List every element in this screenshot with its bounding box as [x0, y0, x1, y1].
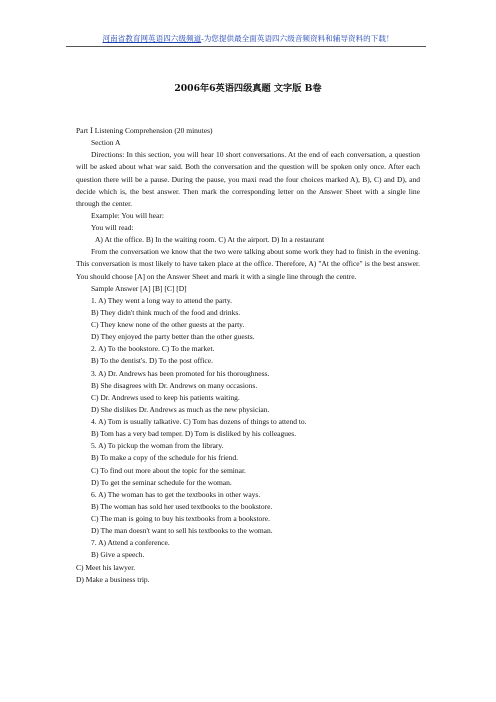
body-line: 3. A) Dr. Andrews has been promoted for his thoroughness.: [91, 368, 270, 378]
body-line: D) To get the seminar schedule for the woman.: [91, 477, 232, 487]
body-line: C) The man is going to buy his textbooks from a bookstore.: [91, 514, 271, 523]
body-line: Directions: In this section, you will hear 10 short conversations. At the end of each conversation, a question will be asked about what war said. Both the conversation and the question will be spoken only once. After each question there will be a pause. During the pause, you maxi read the four choices marked A), B), C) and D), and decide which is, the best answer. Then mark the corresponding letter on the Answer Sheet with a single line through the center.: [76, 150, 420, 208]
body-line: Part Ⅰ Listening Comprehension (20 minutes): [76, 126, 213, 135]
body-line: C) Meet his lawyer.: [76, 562, 136, 572]
body-line: D) She dislikes Dr. Andrews as much as the new physician.: [91, 404, 270, 414]
body-line: Section A: [91, 138, 121, 148]
header-site-link[interactable]: 河南省教育网英语四六级频道: [102, 34, 202, 43]
body-line: D) Make a business trip.: [76, 574, 150, 584]
document-title: 2006年6英语四级真题 文字版 B卷: [174, 83, 322, 94]
body-line: B) To make a copy of the schedule for his friend.: [91, 453, 239, 463]
document-body: [76, 125, 420, 586]
body-line: Example: You will hear:: [91, 210, 164, 220]
body-line: C) Dr. Andrews used to keep his patients waiting.: [91, 392, 240, 402]
page-header: [0, 34, 496, 44]
body-line: B) Give a speech.: [91, 550, 145, 560]
body-line: 1. A) They went a long way to attend the party.: [91, 295, 233, 305]
body-line: 4. A) Tom is usually talkative. C) Tom has dozens of things to attend to.: [91, 417, 307, 426]
body-line: 5. A) To pickup the woman from the library.: [91, 441, 224, 451]
body-line: B) To the dentist's. D) To the post office.: [91, 356, 213, 366]
body-line: B) She disagrees with Dr. Andrews on many occasions.: [91, 380, 258, 390]
body-line: A) At the office. B) In the waiting room. C) At the airport. D) In a restaurant: [95, 235, 325, 245]
body-line: C) To find out more about the topic for the seminar.: [91, 465, 246, 475]
header-divider: [66, 46, 426, 47]
body-line: B) They didn't think much of the food and drinks.: [91, 307, 241, 317]
body-line: From the conversation we know that the two were talking about some work they had to finish in the evening. This conversation is most likely to have taken place at the office. Therefore, A) "At the office" is the best answer. You should choose [A] on the Answer Sheet and mark it with a single line through the centre.: [76, 247, 420, 281]
body-line: B) The woman has sold her used textbooks to the bookstore.: [91, 501, 273, 511]
body-line: B) Tom has a very bad temper. D) Tom is disliked by his colleagues.: [91, 429, 297, 439]
body-line: 7. A) Attend a conference.: [91, 538, 170, 548]
body-line: 2. A) To the bookstore. C) To the market.: [91, 344, 215, 354]
body-line: 6. A) The woman has to get the textbooks in other ways.: [91, 489, 261, 499]
body-line: C) They knew none of the other guests at the party.: [91, 320, 245, 329]
header-tagline: -为您提供最全面英语四六级音频资料和辅导资料的下载！: [201, 34, 394, 43]
body-line: D) They enjoyed the party better than the other guests.: [91, 332, 255, 342]
body-line: D) The man doesn't want to sell his textbooks to the woman.: [91, 526, 273, 536]
body-line: You will read:: [91, 223, 134, 232]
body-line: Sample Answer [A] [B] [C] [D]: [91, 283, 187, 293]
